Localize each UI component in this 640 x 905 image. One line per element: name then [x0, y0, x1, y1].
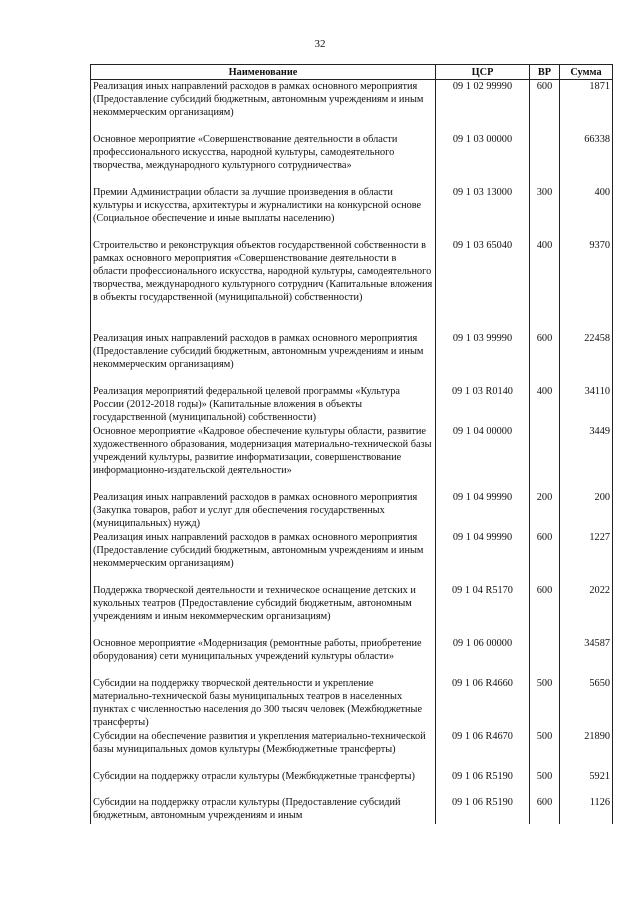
table-row: [91, 239, 613, 332]
row-name: Субсидии на поддержку отрасли культуры (Предоставление субсидий бюджетным, автономным учреждениям и иным: [91, 796, 436, 824]
header-name: Наименование: [91, 65, 436, 80]
table-row: [91, 385, 613, 425]
row-vr: 200: [530, 491, 560, 531]
row-csr: 09 1 04 99990: [436, 491, 530, 531]
row-name: Поддержка творческой деятельности и техническое оснащение детских и кукольных театров (Предоставление субсидий бюджетным, автономным учреждениям и иным некоммерческим организациям): [91, 584, 436, 637]
row-sum: 66338: [560, 133, 613, 186]
row-vr: 400: [530, 385, 560, 425]
row-vr: 600: [530, 796, 560, 824]
row-vr: [530, 637, 560, 677]
row-sum: 1871: [560, 80, 613, 133]
row-sum: 2022: [560, 584, 613, 637]
header-csr: ЦСР: [436, 65, 530, 80]
row-sum: 22458: [560, 332, 613, 385]
row-csr: 09 1 03 65040: [436, 239, 530, 332]
row-vr: 600: [530, 531, 560, 584]
row-vr: 500: [530, 730, 560, 770]
row-name: Реализация иных направлений расходов в рамках основного мероприятия (Закупка товаров, работ и услуг для обеспечения государственных (муниципальных) нужд): [91, 491, 436, 531]
row-vr: 600: [530, 332, 560, 385]
row-name: Строительство и реконструкция объектов государственной собственности в рамках основного мероприятия «Совершенствование деятельности в области профессионального искусства, народной культуры, самодеятельного творчества, международного культурного сотруднич (Капитальные вложения в объекты государственной (муниципальной) собственности): [91, 239, 436, 332]
row-name: Основное мероприятие «Модернизация (ремонтные работы, приобретение оборудования) сети муниципальных учреждений культуры области»: [91, 637, 436, 677]
row-vr: 500: [530, 677, 560, 730]
row-csr: 09 1 04 00000: [436, 425, 530, 491]
table-row: [91, 186, 613, 239]
row-sum: 1227: [560, 531, 613, 584]
row-csr: 09 1 03 99990: [436, 332, 530, 385]
table-row: [91, 491, 613, 531]
table-row: [91, 677, 613, 730]
table-row: [91, 133, 613, 186]
row-name: Премии Администрации области за лучшие произведения в области культуры и искусства, архитектуры и журналистики на конкурсной основе (Социальное обеспечение и иные выплаты населению): [91, 186, 436, 239]
table-row: [91, 531, 613, 584]
row-name: Реализация иных направлений расходов в рамках основного мероприятия (Предоставление субсидий бюджетным, автономным учреждениям и иным некоммерческим организациям): [91, 332, 436, 385]
row-sum: 34110: [560, 385, 613, 425]
row-name: Реализация иных направлений расходов в рамках основного мероприятия (Предоставление субсидий бюджетным, автономным учреждениям и иным некоммерческим организациям): [91, 80, 436, 133]
row-sum: 5650: [560, 677, 613, 730]
row-csr: 09 1 06 R4670: [436, 730, 530, 770]
table-row: [91, 770, 613, 796]
row-sum: 200: [560, 491, 613, 531]
row-vr: 400: [530, 239, 560, 332]
table-row: [91, 796, 613, 824]
row-csr: 09 1 06 R5190: [436, 770, 530, 796]
row-name: Субсидии на обеспечение развития и укрепления материально-технической базы муниципальных домов культуры (Межбюджетные трансферты): [91, 730, 436, 770]
row-vr: 500: [530, 770, 560, 796]
row-vr: [530, 425, 560, 491]
row-sum: 34587: [560, 637, 613, 677]
table-row: [91, 637, 613, 677]
row-name: Основное мероприятие «Кадровое обеспечение культуры области, развитие художественного образования, модернизация материально-технической базы учреждений культуры, развитие информатизации, совершенствование информационно-издательской деятельности»: [91, 425, 436, 491]
row-vr: 600: [530, 584, 560, 637]
row-name: Реализация мероприятий федеральной целевой программы «Культура России (2012-2018 годы)» (Капитальные вложения в объекты государственной (муниципальной) собственности): [91, 385, 436, 425]
table-header-row: [91, 65, 613, 80]
table-row: [91, 584, 613, 637]
table-row: [91, 332, 613, 385]
row-csr: 09 1 04 R5170: [436, 584, 530, 637]
row-csr: 09 1 03 R0140: [436, 385, 530, 425]
row-name: Реализация иных направлений расходов в рамках основного мероприятия (Предоставление субсидий бюджетным, автономным учреждениям и иным некоммерческим организациям): [91, 531, 436, 584]
row-csr: 09 1 03 00000: [436, 133, 530, 186]
row-vr: [530, 133, 560, 186]
header-sum: Сумма: [560, 65, 613, 80]
row-sum: 21890: [560, 730, 613, 770]
row-name: Основное мероприятие «Совершенствование деятельности в области профессионального искусства, народной культуры, самодеятельного творчества, международного культурного сотрудничества»: [91, 133, 436, 186]
row-sum: 9370: [560, 239, 613, 332]
row-name: Субсидии на поддержку творческой деятельности и укрепление материально-технической базы муниципальных театров в населенных пунктах с численностью населения до 300 тысяч человек (Межбюджетные трансферты): [91, 677, 436, 730]
row-vr: 300: [530, 186, 560, 239]
header-vr: ВР: [530, 65, 560, 80]
row-csr: 09 1 03 13000: [436, 186, 530, 239]
row-sum: 400: [560, 186, 613, 239]
row-csr: 09 1 06 R4660: [436, 677, 530, 730]
row-csr: 09 1 06 R5190: [436, 796, 530, 824]
row-csr: 09 1 02 99990: [436, 80, 530, 133]
row-sum: 1126: [560, 796, 613, 824]
table-row: [91, 80, 613, 133]
table-row: [91, 730, 613, 770]
row-csr: 09 1 04 99990: [436, 531, 530, 584]
page-number: 32: [314, 38, 326, 50]
row-vr: 600: [530, 80, 560, 133]
budget-table: [90, 64, 613, 824]
row-sum: 3449: [560, 425, 613, 491]
row-sum: 5921: [560, 770, 613, 796]
row-csr: 09 1 06 00000: [436, 637, 530, 677]
row-name: Субсидии на поддержку отрасли культуры (Межбюджетные трансферты): [91, 770, 436, 796]
table-row: [91, 425, 613, 491]
